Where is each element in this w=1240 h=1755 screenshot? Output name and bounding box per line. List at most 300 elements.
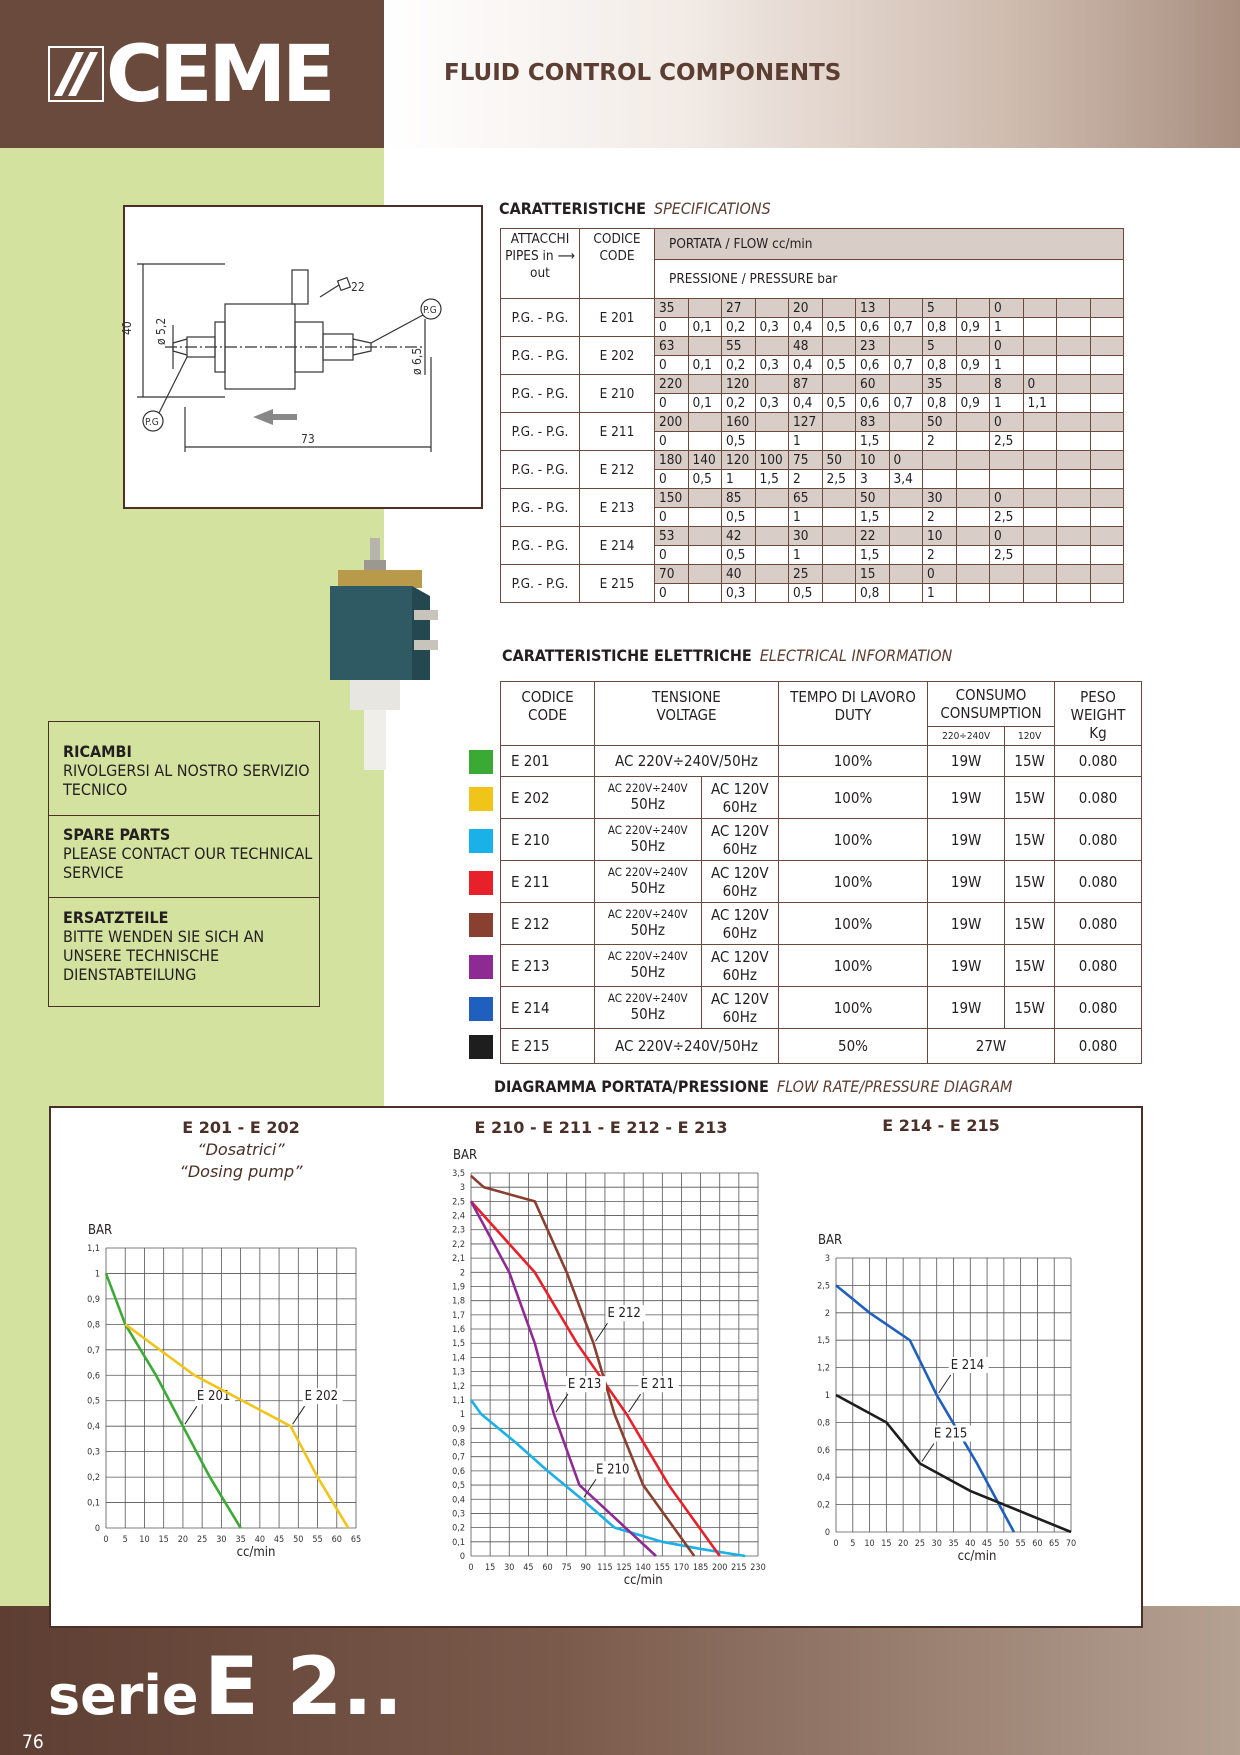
- spec-flow-cell: [1057, 337, 1091, 356]
- dim-d52: ø 5,2: [154, 317, 168, 345]
- spec-flow-cell: [1023, 565, 1057, 584]
- spec-flow-cell: 65: [789, 489, 823, 508]
- spec-flow-cell: 23: [856, 337, 890, 356]
- legend-swatch: [469, 913, 493, 937]
- elec-c120: 15W: [1005, 819, 1055, 861]
- spec-pressure-cell: [755, 508, 789, 527]
- y-axis-label: BAR: [88, 1223, 113, 1238]
- x-axis-label: cc/min: [236, 1545, 276, 1560]
- legend-swatch: [469, 997, 493, 1021]
- elec-voltage-1: AC 220V÷240V 50Hz: [595, 987, 702, 1029]
- series-label-pointer: [556, 1394, 568, 1412]
- x-tick-label: 5: [122, 1535, 128, 1545]
- spec-pressure-cell: [1023, 470, 1057, 489]
- spec-flow-cell: [956, 451, 990, 470]
- elec-code: E 212: [501, 903, 595, 945]
- spec-pressure-cell: [1090, 432, 1124, 451]
- spec-pressure-cell: 1: [789, 508, 823, 527]
- spec-flow-cell: [1023, 337, 1057, 356]
- spec-pressure-cell: 1,5: [755, 470, 789, 489]
- spec-flow-cell: 42: [722, 527, 756, 546]
- y-tick-label: 1,7: [452, 1310, 465, 1321]
- spec-pressure-cell: 1: [990, 394, 1024, 413]
- spec-flow-cell: [1057, 489, 1091, 508]
- spec-flow-cell: [889, 565, 923, 584]
- spec-flow-cell: [1023, 489, 1057, 508]
- series-label: E 210: [595, 1462, 630, 1478]
- spec-pressure-cell: 0,5: [822, 356, 856, 375]
- spare-it: [49, 742, 319, 799]
- spec-pressure-cell: [755, 432, 789, 451]
- spec-pressure-cell: [1057, 470, 1091, 489]
- spec-flow-cell: 0: [990, 527, 1024, 546]
- spec-pipes: P.G. - P.G.: [501, 299, 580, 337]
- dim-22: 22: [351, 280, 365, 294]
- y-axis-label: BAR: [818, 1233, 843, 1248]
- y-tick-label: 0,6: [817, 1445, 830, 1456]
- spec-pressure-cell: [956, 546, 990, 565]
- elec-c220: 19W: [928, 945, 1005, 987]
- spec-pressure-cell: [688, 432, 722, 451]
- elec-c220: 19W: [928, 819, 1005, 861]
- y-tick-label: 3: [459, 1183, 465, 1194]
- spec-pressure-cell: 0,8: [856, 584, 890, 603]
- spec-flow-cell: [956, 375, 990, 394]
- diagram-box: [49, 1106, 1143, 1628]
- elec-voltage-2: AC 120V 60Hz: [701, 987, 778, 1029]
- y-tick-label: 1: [459, 1410, 465, 1421]
- spec-flow-cell: 35: [923, 375, 957, 394]
- y-tick-label: 0,4: [817, 1473, 830, 1484]
- elec-duty: 100%: [779, 945, 928, 987]
- spec-row: [501, 299, 1124, 318]
- x-tick-label: 10: [864, 1539, 875, 1549]
- elec-code: E 215: [501, 1029, 595, 1064]
- y-tick-label: 0,5: [452, 1481, 465, 1492]
- chart2-title: E 210 - E 211 - E 212 - E 213: [474, 1118, 728, 1137]
- spec-pressure-cell: [956, 508, 990, 527]
- spec-flow-cell: 40: [722, 565, 756, 584]
- spec-pressure-cell: 0: [655, 546, 689, 565]
- y-tick-label: 3,5: [452, 1169, 465, 1179]
- y-tick-label: 1: [824, 1391, 830, 1401]
- spec-flow-cell: [956, 527, 990, 546]
- spec-flow-cell: [688, 527, 722, 546]
- spec-pressure-cell: [1090, 508, 1124, 527]
- spec-pressure-cell: [990, 584, 1024, 603]
- elec-c120: 15W: [1005, 987, 1055, 1029]
- elec-weight: 0.080: [1055, 945, 1142, 987]
- legend-swatch: [469, 871, 493, 895]
- spec-code: E 202: [580, 337, 655, 375]
- spec-pressure-cell: 0,6: [856, 394, 890, 413]
- spec-flow-cell: 22: [856, 527, 890, 546]
- spec-pressure-cell: 0,7: [889, 394, 923, 413]
- spec-pressure-cell: 0,8: [923, 356, 957, 375]
- spec-flow-cell: 87: [789, 375, 823, 394]
- spec-pressure-cell: 2: [923, 432, 957, 451]
- spec-flow-cell: [688, 413, 722, 432]
- spec-pressure-cell: [990, 470, 1024, 489]
- x-tick-label: 200: [712, 1563, 728, 1573]
- y-tick-label: 0,4: [87, 1422, 100, 1433]
- spec-flow-cell: 0: [1023, 375, 1057, 394]
- spec-pressure-cell: 0,3: [755, 394, 789, 413]
- elec-row: [501, 987, 1142, 1029]
- y-tick-label: 2,4: [452, 1211, 465, 1222]
- elec-voltage-2: AC 120V 60Hz: [701, 903, 778, 945]
- spec-flow-cell: 63: [655, 337, 689, 356]
- spec-pressure-cell: 0,2: [722, 356, 756, 375]
- spec-flow-cell: [1057, 565, 1091, 584]
- x-tick-label: 70: [1065, 1539, 1077, 1549]
- elec-code: E 210: [501, 819, 595, 861]
- y-tick-label: 1,6: [452, 1325, 465, 1336]
- spec-flow-cell: [688, 489, 722, 508]
- spec-pressure-cell: [688, 546, 722, 565]
- spec-pressure-cell: 1,5: [856, 432, 890, 451]
- spec-pressure-cell: [1023, 318, 1057, 337]
- series-line-e213: [471, 1201, 656, 1556]
- y-tick-label: 2,1: [452, 1254, 465, 1265]
- elec-duty: 100%: [779, 861, 928, 903]
- spec-pressure-cell: 0,5: [822, 318, 856, 337]
- spec-pressure-cell: 0,4: [789, 318, 823, 337]
- x-tick-label: 60: [331, 1535, 342, 1545]
- x-tick-label: 185: [692, 1563, 709, 1573]
- spec-pressure-cell: [1057, 584, 1091, 603]
- elec-c120: 15W: [1005, 903, 1055, 945]
- elec-voltage-2: AC 120V 60Hz: [701, 777, 778, 819]
- spec-pressure-cell: 1,5: [856, 508, 890, 527]
- spec-row: [501, 527, 1124, 546]
- spec-flow-cell: [956, 413, 990, 432]
- x-tick-label: 75: [561, 1563, 572, 1573]
- spec-pressure-cell: [1057, 356, 1091, 375]
- spec-flow-cell: [1057, 299, 1091, 318]
- y-tick-label: 1,3: [452, 1367, 465, 1378]
- spec-pressure-cell: 3,4: [889, 470, 923, 489]
- spec-flow-cell: [889, 375, 923, 394]
- y-tick-label: 0,1: [452, 1537, 465, 1548]
- x-tick-label: 40: [254, 1535, 266, 1545]
- elec-header-voltage: TENSIONE VOLTAGE: [595, 682, 779, 746]
- spec-flow-cell: 75: [789, 451, 823, 470]
- spec-pressure-cell: [1090, 584, 1124, 603]
- spec-code: E 214: [580, 527, 655, 565]
- spec-flow-cell: [923, 451, 957, 470]
- x-tick-label: 60: [542, 1563, 553, 1573]
- spec-pressure-cell: [1023, 356, 1057, 375]
- spec-pressure-cell: 0,3: [755, 356, 789, 375]
- elec-voltage-1: AC 220V÷240V 50Hz: [595, 945, 702, 987]
- spec-pressure-cell: 0,2: [722, 394, 756, 413]
- spec-pressure-cell: [1090, 546, 1124, 565]
- spec-code: E 213: [580, 489, 655, 527]
- y-tick-label: 0,2: [452, 1523, 465, 1534]
- spec-flow-cell: 100: [755, 451, 789, 470]
- x-tick-label: 230: [750, 1563, 766, 1573]
- elec-header-c220: 220÷240V: [928, 727, 1005, 746]
- series-label-pointer: [629, 1394, 641, 1412]
- spec-flow-cell: [1090, 489, 1124, 508]
- elec-duty: 100%: [779, 777, 928, 819]
- elec-code: E 211: [501, 861, 595, 903]
- spec-flow-cell: [990, 451, 1024, 470]
- spec-flow-cell: [755, 337, 789, 356]
- spec-flow-cell: [822, 337, 856, 356]
- y-tick-label: 0,4: [452, 1495, 465, 1506]
- spec-flow-cell: 160: [722, 413, 756, 432]
- spec-flow-cell: [688, 299, 722, 318]
- spare-en-text: PLEASE CONTACT OUR TECHNICAL SERVICE: [63, 844, 313, 882]
- y-tick-label: 0,5: [87, 1396, 100, 1407]
- x-tick-label: 35: [948, 1539, 959, 1549]
- spec-flow-cell: [1023, 299, 1057, 318]
- spec-pressure-cell: 0: [655, 508, 689, 527]
- spec-pressure-cell: 0: [655, 356, 689, 375]
- elec-header-code: CODICE CODE: [501, 682, 595, 746]
- spec-flow-cell: [822, 375, 856, 394]
- spec-code: E 211: [580, 413, 655, 451]
- spec-pressure-cell: [755, 546, 789, 565]
- elec-voltage-1: AC 220V÷240V 50Hz: [595, 903, 702, 945]
- x-tick-label: 20: [897, 1539, 909, 1549]
- spec-pipes: P.G. - P.G.: [501, 337, 580, 375]
- spec-pressure-cell: [1057, 394, 1091, 413]
- spec-header-pressure: PRESSIONE / PRESSURE bar: [655, 260, 1124, 299]
- spec-flow-cell: 120: [722, 375, 756, 394]
- elec-voltage-1: AC 220V÷240V 50Hz: [595, 861, 702, 903]
- spec-pressure-cell: 0,4: [789, 394, 823, 413]
- spec-row: [501, 413, 1124, 432]
- spec-flow-cell: [1023, 527, 1057, 546]
- spec-pressure-cell: [956, 470, 990, 489]
- spec-flow-cell: [889, 489, 923, 508]
- elec-voltage-2: AC 120V 60Hz: [701, 819, 778, 861]
- spec-flow-cell: 30: [789, 527, 823, 546]
- spec-pressure-cell: [1023, 508, 1057, 527]
- x-tick-label: 50: [293, 1535, 304, 1545]
- spec-flow-cell: [956, 489, 990, 508]
- spec-pressure-cell: 0,9: [956, 356, 990, 375]
- chart1-subtitle: “Dosatrici”: [197, 1140, 285, 1159]
- legend-swatch: [469, 787, 493, 811]
- spec-pipes: P.G. - P.G.: [501, 375, 580, 413]
- spec-flow-cell: [889, 527, 923, 546]
- spec-pipes: P.G. - P.G.: [501, 489, 580, 527]
- spec-flow-cell: [822, 413, 856, 432]
- y-tick-label: 2,2: [452, 1239, 465, 1250]
- elec-c220: 19W: [928, 746, 1005, 777]
- spec-pipes: P.G. - P.G.: [501, 527, 580, 565]
- spec-flow-cell: 8: [990, 375, 1024, 394]
- spec-flow-cell: 48: [789, 337, 823, 356]
- spec-flow-cell: [822, 489, 856, 508]
- y-tick-label: 0,8: [87, 1320, 100, 1331]
- spec-row: [501, 565, 1124, 584]
- spec-flow-cell: 83: [856, 413, 890, 432]
- spec-pressure-cell: 2: [923, 546, 957, 565]
- series-label: E 214: [950, 1358, 985, 1373]
- x-axis-label: cc/min: [623, 1573, 663, 1588]
- y-tick-label: 0: [94, 1524, 100, 1534]
- spec-flow-cell: [1090, 451, 1124, 470]
- x-tick-label: 30: [931, 1539, 942, 1549]
- spec-code: E 201: [580, 299, 655, 337]
- x-tick-label: 215: [731, 1563, 747, 1573]
- legend-swatch: [469, 955, 493, 979]
- spec-flow-cell: 53: [655, 527, 689, 546]
- spare-de: [49, 908, 319, 984]
- spec-pressure-cell: 0,5: [722, 508, 756, 527]
- spec-pressure-cell: 0,7: [889, 356, 923, 375]
- spec-flow-cell: [1023, 451, 1057, 470]
- spec-flow-cell: [1023, 413, 1057, 432]
- spec-flow-cell: 55: [722, 337, 756, 356]
- spec-pressure-cell: [1023, 546, 1057, 565]
- spec-pressure-cell: 0,8: [923, 318, 957, 337]
- spare-it-title: RICAMBI: [63, 742, 132, 761]
- spec-pressure-cell: 0,1: [688, 394, 722, 413]
- x-tick-label: 115: [597, 1563, 613, 1573]
- charts-canvas: [51, 1108, 1141, 1626]
- spec-flow-cell: [688, 565, 722, 584]
- spec-flow-cell: 127: [789, 413, 823, 432]
- y-tick-label: 2,5: [817, 1281, 830, 1292]
- y-tick-label: 3: [824, 1254, 830, 1264]
- dim-d65: ø 6,5: [410, 347, 424, 375]
- x-tick-label: 5: [850, 1539, 856, 1549]
- spec-flow-cell: 180: [655, 451, 689, 470]
- elec-c120: 15W: [1005, 861, 1055, 903]
- spec-pressure-cell: 0,1: [688, 318, 722, 337]
- x-tick-label: 155: [654, 1563, 671, 1573]
- elec-header-duty: TEMPO DI LAVORO DUTY: [779, 682, 928, 746]
- spec-row: [501, 337, 1124, 356]
- specs-table: [500, 228, 1124, 603]
- elec-header-weight: PESO WEIGHT Kg: [1055, 682, 1142, 746]
- spec-pressure-cell: [1090, 470, 1124, 489]
- spare-it-text: RIVOLGERSI AL NOSTRO SERVIZIO TECNICO: [63, 761, 310, 799]
- x-tick-label: 25: [914, 1539, 926, 1549]
- x-tick-label: 45: [273, 1535, 285, 1545]
- elec-weight: 0.080: [1055, 903, 1142, 945]
- spec-flow-cell: [889, 299, 923, 318]
- spec-flow-cell: [990, 565, 1024, 584]
- spec-pressure-cell: 2: [923, 508, 957, 527]
- elec-voltage-1: AC 220V÷240V 50Hz: [595, 777, 702, 819]
- elec-row: [501, 1029, 1142, 1064]
- x-tick-label: 40: [965, 1539, 976, 1549]
- chart1-subtitle2: “Dosing pump”: [179, 1162, 303, 1181]
- spare-de-title: ERSATZTEILE: [63, 908, 169, 927]
- spec-flow-cell: [1057, 527, 1091, 546]
- spec-flow-cell: 0: [990, 337, 1024, 356]
- spec-flow-cell: [889, 413, 923, 432]
- x-tick-label: 90: [580, 1563, 591, 1573]
- y-tick-label: 0,7: [452, 1452, 465, 1463]
- spec-flow-cell: 35: [655, 299, 689, 318]
- spec-flow-cell: 30: [923, 489, 957, 508]
- elec-weight: 0.080: [1055, 746, 1142, 777]
- spec-flow-cell: 150: [655, 489, 689, 508]
- x-tick-label: 55: [312, 1535, 323, 1545]
- spec-pressure-cell: 1: [923, 584, 957, 603]
- spec-flow-cell: 140: [688, 451, 722, 470]
- x-tick-label: 60: [1032, 1539, 1043, 1549]
- y-tick-label: 0,3: [452, 1509, 465, 1520]
- spec-pressure-cell: 0,5: [688, 470, 722, 489]
- spec-flow-cell: 0: [990, 299, 1024, 318]
- spec-flow-cell: [688, 337, 722, 356]
- spec-pressure-cell: 0,5: [822, 394, 856, 413]
- elec-consumption: 27W: [928, 1029, 1055, 1064]
- spec-flow-cell: [755, 527, 789, 546]
- spec-flow-cell: 0: [889, 451, 923, 470]
- x-tick-label: 45: [523, 1563, 534, 1573]
- spec-pressure-cell: 0,8: [923, 394, 957, 413]
- elec-duty: 100%: [779, 746, 928, 777]
- spec-pressure-cell: [889, 432, 923, 451]
- spec-pressure-cell: 2,5: [990, 508, 1024, 527]
- spec-pressure-cell: [822, 546, 856, 565]
- spec-pressure-cell: 0,1: [688, 356, 722, 375]
- spec-pressure-cell: [1057, 432, 1091, 451]
- spec-pipes: P.G. - P.G.: [501, 413, 580, 451]
- series-label: E 212: [607, 1306, 641, 1322]
- spec-pressure-cell: 0,6: [856, 356, 890, 375]
- elec-duty: 100%: [779, 819, 928, 861]
- spec-pressure-cell: 1,5: [856, 546, 890, 565]
- elec-row: [501, 777, 1142, 819]
- spec-flow-cell: [755, 375, 789, 394]
- elec-voltage-1: AC 220V÷240V 50Hz: [595, 819, 702, 861]
- y-tick-label: 0,9: [87, 1294, 100, 1305]
- spec-pressure-cell: 1: [722, 470, 756, 489]
- serie-model: E 2..: [204, 1640, 404, 1733]
- spec-flow-cell: 50: [822, 451, 856, 470]
- y-tick-label: 1,1: [87, 1244, 100, 1254]
- y-tick-label: 0,6: [87, 1371, 100, 1382]
- spec-pressure-cell: 0,9: [956, 318, 990, 337]
- spec-flow-cell: [1057, 413, 1091, 432]
- y-tick-label: 0,1: [87, 1498, 100, 1509]
- spec-pressure-cell: 0,5: [722, 432, 756, 451]
- spare-parts-box: [48, 721, 320, 1007]
- spec-flow-cell: [1090, 527, 1124, 546]
- series-label: E 213: [567, 1377, 602, 1393]
- y-tick-label: 0: [459, 1552, 465, 1562]
- series-label-pointer: [939, 1375, 951, 1393]
- spec-flow-cell: 200: [655, 413, 689, 432]
- elec-c220: 19W: [928, 861, 1005, 903]
- spec-pressure-cell: [923, 470, 957, 489]
- x-tick-label: 0: [103, 1535, 109, 1545]
- spec-flow-cell: [956, 565, 990, 584]
- x-tick-label: 140: [635, 1563, 651, 1573]
- y-tick-label: 2,5: [452, 1197, 465, 1208]
- series-label: E 201: [196, 1389, 231, 1405]
- spec-flow-cell: 0: [990, 413, 1024, 432]
- y-tick-label: 1,2: [452, 1381, 465, 1392]
- spec-header-flow: PORTATA / FLOW cc/min: [655, 229, 1124, 260]
- elec-weight: 0.080: [1055, 819, 1142, 861]
- y-tick-label: 0,2: [817, 1500, 830, 1511]
- spec-pressure-cell: [822, 432, 856, 451]
- chart3-title: E 214 - E 215: [882, 1116, 1000, 1135]
- spec-pressure-cell: 0,6: [856, 318, 890, 337]
